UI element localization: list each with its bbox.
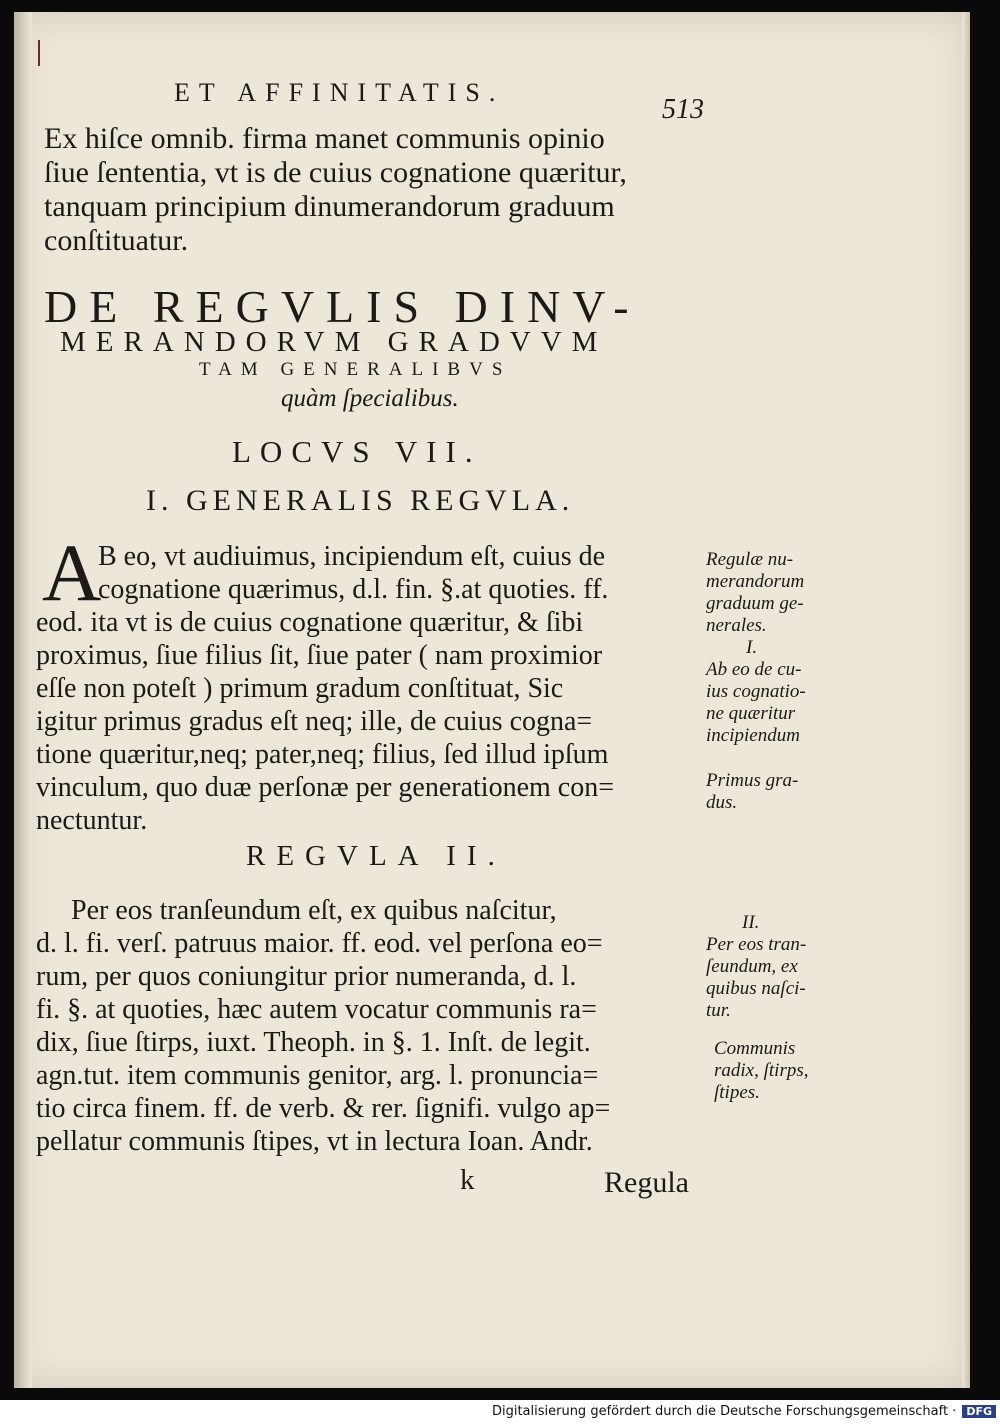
intro-paragraph [44, 122, 704, 258]
running-head: ET AFFINITATIS. [174, 78, 505, 107]
rule2-heading: REGVLA II. [246, 840, 506, 872]
rule1-line: eod. ita vt is de cuius cognatione quæritur, & ſibi [36, 607, 584, 638]
rule1-line: tione quæritur,neq; pater,neq; filius, ſed illud ipſum [36, 739, 609, 770]
rule1-first-lines [98, 540, 608, 606]
margin-line: ſtipes. [714, 1082, 760, 1103]
rule2-line: agn.tut. item communis genitor, arg. l. pronuncia= [36, 1060, 599, 1091]
signature-mark: k [460, 1164, 475, 1196]
margin-line: Communis [714, 1038, 796, 1059]
margin-line: dus. [706, 792, 738, 813]
section-title-line4: quàm ſpecialibus. [281, 385, 459, 412]
marginal-note-1 [706, 549, 806, 747]
rule2-line: tio circa finem. ff. de verb. & rer. ſignifi. vulgo ap= [36, 1093, 611, 1124]
drop-cap: A [42, 527, 102, 618]
locus-heading: LOCVS VII. [232, 434, 482, 469]
margin-line: ſeundum, ex [706, 956, 798, 977]
rule2-paragraph [36, 894, 610, 1158]
margin-line: merandorum [706, 571, 805, 592]
margin-line: Regulæ nu- [706, 549, 794, 570]
marginal-note-2 [706, 770, 798, 814]
intro-line: tanquam principium dinumerandorum graduum [44, 190, 615, 223]
margin-line: incipiendum [706, 725, 800, 746]
margin-line: radix, ſtirps, [714, 1060, 809, 1081]
section-title-line2: MERANDORVM GRADVVM [60, 326, 608, 358]
margin-line: I. [746, 637, 758, 658]
rule2-line: dix, ſiue ſtirps, iuxt. Theoph. in §. 1. Inſt. de legit. [36, 1027, 591, 1058]
rule1-line: eſſe non poteſt ) primum gradum conſtituat, Sic [36, 673, 564, 704]
section-title-line3: TAM GENERALIBVS [199, 359, 512, 380]
dfg-logo-icon: DFG [962, 1405, 996, 1418]
margin-line: Per eos tran- [706, 934, 807, 955]
digitization-credit [492, 1404, 996, 1419]
margin-line: quibus naſci- [706, 978, 806, 999]
intro-line: ſiue ſententia, vt is de cuius cognatione quæritur, [44, 156, 627, 189]
rule1-line: proximus, ſiue filius ſit, ſiue pater ( nam proximior [36, 640, 603, 671]
margin-line: Primus gra- [706, 770, 799, 791]
rule1-heading: I. GENERALIS REGVLA. [146, 484, 575, 517]
margin-line: Ab eo de cu- [706, 659, 802, 680]
margin-line: ne quæritur [706, 703, 796, 724]
page-number: 513 [662, 94, 704, 125]
intro-line: conſtituatur. [44, 224, 189, 257]
rule1-line: igitur primus gradus eſt neq; ille, de cuius cogna= [36, 706, 593, 737]
rule2-line: d. l. fi. verſ. patruus maior. ff. eod. vel perſona eo= [36, 928, 603, 959]
section-title-line1: DE REGVLIS DINV- [44, 281, 641, 332]
rule1-line: vinculum, quo duæ perſonæ per generationem con= [36, 772, 614, 803]
page-gutter [14, 12, 32, 1388]
rule1-line: cognatione quærimus, d.l. fin. §.at quoties. ff. [98, 574, 609, 605]
marginal-note-3 [706, 912, 806, 1022]
margin-line: ius cognatio- [706, 681, 806, 702]
rule2-line: rum, per quos coniungitur prior numeranda, d. l. [36, 961, 577, 992]
page-mark [38, 40, 40, 66]
rule2-line: pellatur communis ſtipes, vt in lectura Ioan. Andr. [36, 1126, 593, 1157]
rule1-line: nectuntur. [36, 805, 148, 836]
margin-line: graduum ge- [706, 593, 804, 614]
margin-line: tur. [706, 1000, 731, 1021]
margin-line: nerales. [706, 615, 767, 636]
rule1-line: B eo, vt audiuimus, incipiendum eſt, cuius de [98, 541, 606, 572]
credit-text: Digitalisierung gefördert durch die Deutsche Forschungsgemeinschaft · [491, 1404, 957, 1419]
rule2-line: Per eos tranſeundum eſt, ex quibus naſcitur, [36, 895, 557, 926]
marginal-note-4 [714, 1038, 808, 1104]
intro-line: Ex hiſce omnib. firma manet communis opinio [44, 122, 605, 155]
page-edge [962, 12, 970, 1388]
rule2-line: fi. §. at quoties, hæc autem vocatur communis ra= [36, 994, 597, 1025]
rule1-paragraph [36, 606, 614, 837]
book-page [14, 12, 970, 1388]
catchword: Regula [604, 1166, 689, 1199]
margin-line: II. [742, 912, 760, 933]
